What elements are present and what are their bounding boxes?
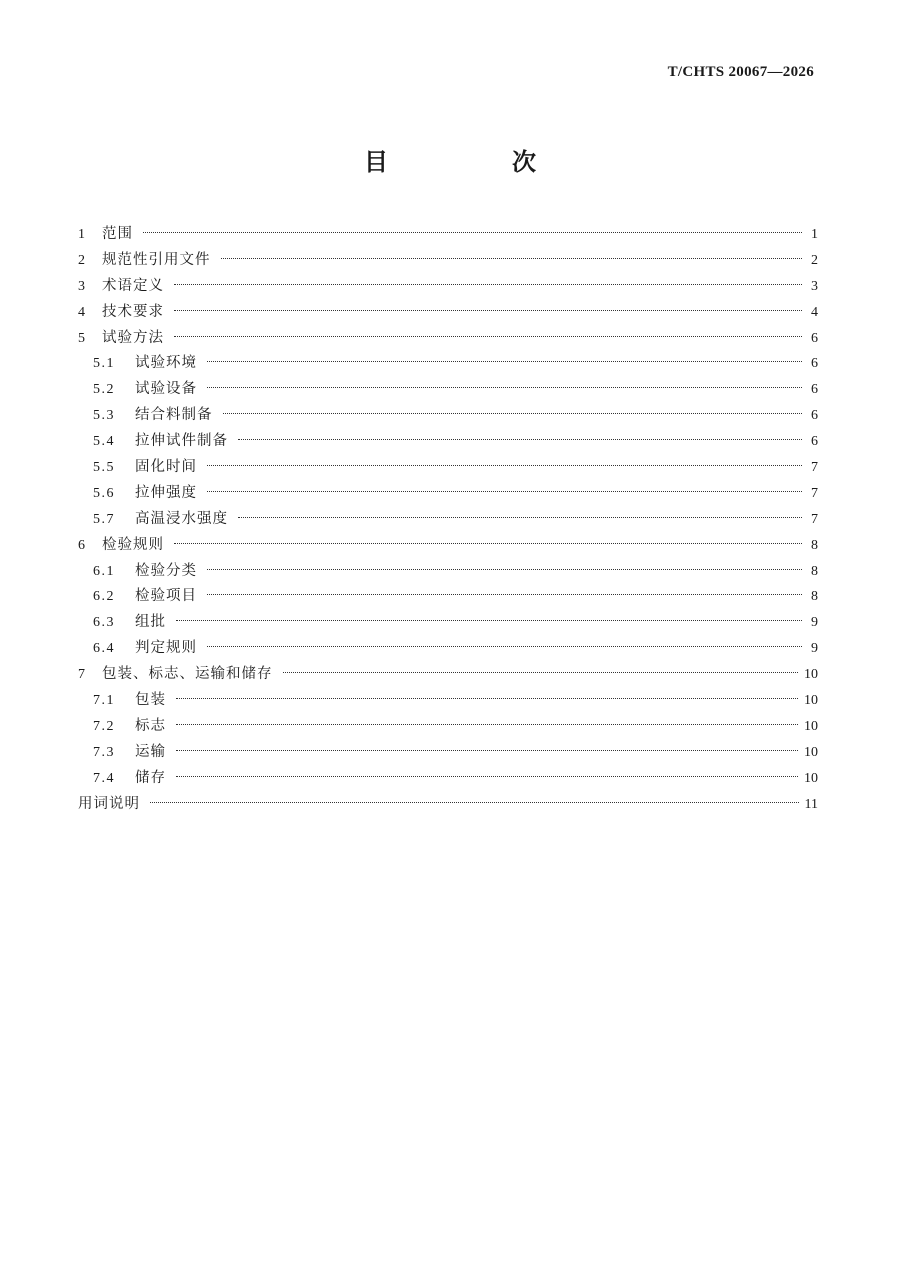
toc-entry-page: 6 <box>811 330 818 346</box>
toc-entry[interactable] <box>78 455 818 481</box>
toc-entry-page: 6 <box>811 434 818 450</box>
toc-entry-number: 6.4 <box>93 641 115 657</box>
toc-entry-number: 5.2 <box>93 382 115 398</box>
toc-entry-number: 6.2 <box>93 589 115 605</box>
toc-entry-title: 范围 <box>102 226 133 242</box>
toc-entry-page: 10 <box>804 744 818 760</box>
toc-entry-title: 用词说明 <box>78 795 140 812</box>
toc-entry[interactable] <box>78 326 818 352</box>
toc-entry-number: 5.6 <box>93 485 115 501</box>
toc-entry-page: 8 <box>811 589 818 605</box>
toc-entry[interactable] <box>78 662 818 688</box>
toc-entry-page: 6 <box>811 356 818 372</box>
toc-leader-dots <box>221 258 803 259</box>
toc-entry[interactable] <box>78 351 818 377</box>
toc-leader-dots <box>174 336 802 337</box>
toc-leader-dots <box>174 284 802 285</box>
toc-entry-number: 2 <box>78 252 87 268</box>
toc-leader-dots <box>174 543 802 544</box>
toc-entry-number: 6.3 <box>93 615 115 631</box>
toc-leader-dots <box>176 698 798 699</box>
toc-entry[interactable] <box>78 688 818 714</box>
toc-entry-title: 术语定义 <box>102 277 164 294</box>
toc-entry-number: 7.1 <box>93 693 115 709</box>
toc-leader-dots <box>176 620 802 621</box>
toc-entry-page: 10 <box>804 667 818 683</box>
toc-leader-dots <box>223 413 803 414</box>
toc-entry-number: 7 <box>78 667 87 683</box>
toc-leader-dots <box>238 439 802 440</box>
toc-entry-page: 6 <box>811 382 818 398</box>
toc-entry-title: 拉伸试件制备 <box>135 433 228 450</box>
toc-entry-title: 判定规则 <box>135 640 197 657</box>
toc-leader-dots <box>207 594 802 595</box>
toc-entry-page: 8 <box>811 537 818 553</box>
toc-entry-page: 2 <box>811 252 818 268</box>
toc-entry-number: 7.4 <box>93 770 115 786</box>
toc-entry-page: 4 <box>811 304 818 320</box>
toc-entry-page: 10 <box>804 718 818 734</box>
toc-entry[interactable] <box>78 533 818 559</box>
toc-entry-title: 技术要求 <box>102 303 164 320</box>
toc-leader-dots <box>207 491 802 492</box>
toc-leader-dots <box>176 750 798 751</box>
toc-entry-title: 拉伸强度 <box>135 484 197 501</box>
toc-entry-page: 10 <box>804 693 818 709</box>
toc-entry-number: 5.7 <box>93 511 115 527</box>
toc-entry[interactable] <box>78 300 818 326</box>
toc-entry-page: 10 <box>804 770 818 786</box>
toc-entry-title: 标志 <box>135 717 166 734</box>
toc-entry-page: 7 <box>811 485 818 501</box>
toc-leader-dots <box>283 672 799 673</box>
toc-entry-page: 1 <box>811 227 818 242</box>
toc-entry[interactable] <box>78 481 818 507</box>
toc-entry-number: 7.2 <box>93 718 115 734</box>
toc-leader-dots <box>174 310 802 311</box>
toc-leader-dots <box>176 724 798 725</box>
toc-leader-dots <box>207 646 802 647</box>
toc-entry[interactable] <box>78 766 818 792</box>
toc-entry-number: 5 <box>78 330 87 346</box>
toc-entry-page: 7 <box>811 511 818 527</box>
document-number: T/CHTS 20067—2026 <box>667 64 814 80</box>
toc-leader-dots <box>150 802 799 803</box>
toc-entry[interactable] <box>78 274 818 300</box>
toc-entry-title: 检验规则 <box>102 536 164 553</box>
toc-entry-number: 5.1 <box>93 356 115 372</box>
toc-entry-number: 3 <box>78 278 87 294</box>
toc-entry-page: 11 <box>804 796 818 812</box>
toc-entry-number: 6 <box>78 537 87 553</box>
toc-entry-title: 储存 <box>135 769 166 786</box>
table-of-contents <box>78 222 818 817</box>
toc-entry-title: 试验设备 <box>135 381 197 398</box>
toc-entry-number: 4 <box>78 304 87 320</box>
toc-leader-dots <box>207 361 802 362</box>
toc-entry-page: 3 <box>811 278 818 294</box>
toc-entry-title: 包装 <box>135 692 166 709</box>
toc-entry-page: 8 <box>811 563 818 579</box>
toc-entry-page: 9 <box>811 641 818 657</box>
toc-entry-title: 检验分类 <box>135 562 197 579</box>
toc-entry[interactable] <box>78 559 818 585</box>
toc-entry-title: 高温浸水强度 <box>135 510 228 527</box>
toc-leader-dots <box>207 569 802 570</box>
toc-entry[interactable] <box>78 377 818 403</box>
toc-entry-number: 6.1 <box>93 563 115 579</box>
toc-entry-title: 运输 <box>135 743 166 760</box>
toc-entry-title: 包装、标志、运输和储存 <box>102 666 273 683</box>
toc-leader-dots <box>207 387 802 388</box>
toc-entry-page: 9 <box>811 615 818 631</box>
toc-entry-title: 组批 <box>135 614 166 631</box>
toc-entry-title: 试验方法 <box>102 329 164 346</box>
toc-entry[interactable] <box>78 403 818 429</box>
toc-entry[interactable] <box>78 584 818 610</box>
toc-entry[interactable] <box>78 714 818 740</box>
toc-leader-dots <box>143 232 802 233</box>
toc-entry[interactable] <box>78 610 818 636</box>
toc-entry-number: 5.3 <box>93 408 115 424</box>
toc-entry[interactable] <box>78 248 818 274</box>
page-title: 目 次 <box>364 147 586 176</box>
toc-entry-title: 结合料制备 <box>135 407 213 424</box>
toc-entry-page: 6 <box>811 408 818 424</box>
toc-entry-number: 7.3 <box>93 744 115 760</box>
toc-entry-page: 7 <box>811 460 818 476</box>
toc-entry-title: 固化时间 <box>135 459 197 476</box>
toc-entry-title: 规范性引用文件 <box>102 251 211 268</box>
toc-entry[interactable] <box>78 507 818 533</box>
toc-leader-dots <box>238 517 802 518</box>
toc-entry-title: 试验环境 <box>135 355 197 372</box>
toc-leader-dots <box>207 465 802 466</box>
toc-entry[interactable] <box>78 429 818 455</box>
toc-entry-number: 1 <box>78 227 87 242</box>
toc-entry-number: 5.4 <box>93 434 115 450</box>
toc-entry-number: 5.5 <box>93 460 115 476</box>
toc-entry[interactable] <box>78 636 818 662</box>
toc-entry[interactable] <box>78 222 818 248</box>
toc-entry[interactable] <box>78 740 818 766</box>
toc-entry[interactable] <box>78 792 818 818</box>
toc-leader-dots <box>176 776 798 777</box>
toc-entry-title: 检验项目 <box>135 588 197 605</box>
